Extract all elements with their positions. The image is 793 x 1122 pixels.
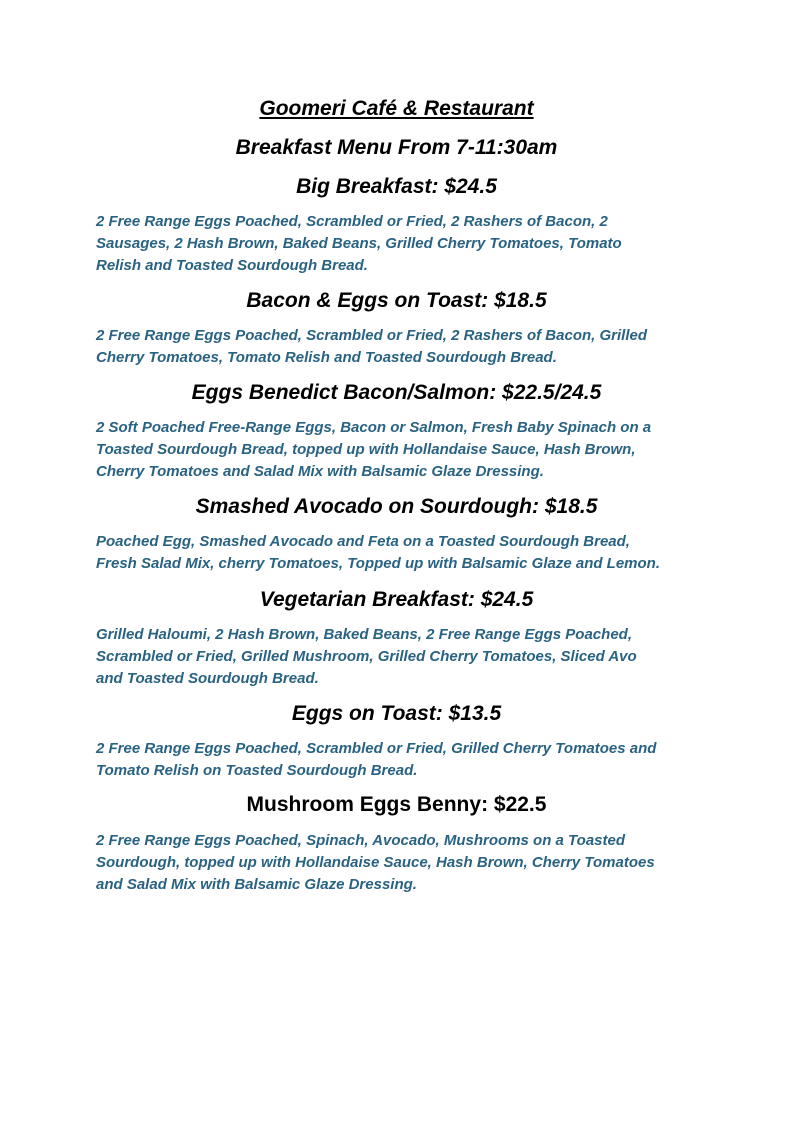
item-title-smashed-avocado: Smashed Avocado on Sourdough: $18.5 — [195, 495, 598, 518]
item-title-vegetarian-breakfast: Vegetarian Breakfast: $24.5 — [259, 588, 534, 611]
item-title-big-breakfast: Big Breakfast: $24.5 — [296, 175, 497, 198]
item-title-mushroom-eggs-benny: Mushroom Eggs Benny: $22.5 — [246, 793, 547, 816]
description-line: and Toasted Sourdough Bread. — [96, 670, 319, 687]
description-line: 2 Free Range Eggs Poached, Scrambled or Fried, 2 Rashers of Bacon, 2 — [96, 213, 608, 230]
description-line: Cherry Tomatoes and Salad Mix with Balsamic Glaze Dressing. — [96, 463, 544, 480]
description-line: and Salad Mix with Balsamic Glaze Dressing. — [96, 876, 417, 893]
description-line: Scrambled or Fried, Grilled Mushroom, Grilled Cherry Tomatoes, Sliced Avo — [96, 648, 637, 665]
item-description-eggs-benedict — [96, 417, 716, 483]
item-description-smashed-avocado — [96, 531, 716, 575]
item-title-bacon-eggs: Bacon & Eggs on Toast: $18.5 — [246, 289, 547, 312]
item-description-mushroom-eggs-benny — [96, 830, 716, 896]
description-line: 2 Soft Poached Free-Range Eggs, Bacon or Salmon, Fresh Baby Spinach on a — [96, 419, 652, 436]
item-description-eggs-on-toast — [96, 738, 716, 782]
item-description-vegetarian-breakfast — [96, 624, 716, 690]
restaurant-name: Goomeri Café & Restaurant — [259, 97, 534, 120]
description-line: Toasted Sourdough Bread, topped up with Hollandaise Sauce, Hash Brown, — [96, 441, 636, 458]
item-title-eggs-benedict: Eggs Benedict Bacon/Salmon: $22.5/24.5 — [191, 381, 602, 404]
description-line: Sausages, 2 Hash Brown, Baked Beans, Grilled Cherry Tomatoes, Tomato — [96, 235, 622, 252]
description-line: Sourdough, topped up with Hollandaise Sauce, Hash Brown, Cherry Tomatoes — [96, 854, 655, 871]
item-description-big-breakfast — [96, 211, 716, 277]
description-line: 2 Free Range Eggs Poached, Scrambled or Fried, Grilled Cherry Tomatoes and — [96, 740, 657, 757]
description-line: Grilled Haloumi, 2 Hash Brown, Baked Beans, 2 Free Range Eggs Poached, — [96, 626, 632, 643]
description-line: 2 Free Range Eggs Poached, Scrambled or Fried, 2 Rashers of Bacon, Grilled — [96, 327, 648, 344]
description-line: Cherry Tomatoes, Tomato Relish and Toasted Sourdough Bread. — [96, 349, 557, 366]
description-line: Relish and Toasted Sourdough Bread. — [96, 257, 368, 274]
item-title-eggs-on-toast: Eggs on Toast: $13.5 — [291, 702, 502, 725]
description-line: Fresh Salad Mix, cherry Tomatoes, Topped up with Balsamic Glaze and Lemon. — [96, 555, 661, 572]
description-line: 2 Free Range Eggs Poached, Spinach, Avocado, Mushrooms on a Toasted — [96, 832, 625, 849]
item-description-bacon-eggs — [96, 325, 716, 369]
description-line: Tomato Relish on Toasted Sourdough Bread. — [96, 762, 418, 779]
menu-title: Breakfast Menu From 7-11:30am — [235, 136, 558, 159]
description-line: Poached Egg, Smashed Avocado and Feta on a Toasted Sourdough Bread, — [96, 533, 630, 550]
